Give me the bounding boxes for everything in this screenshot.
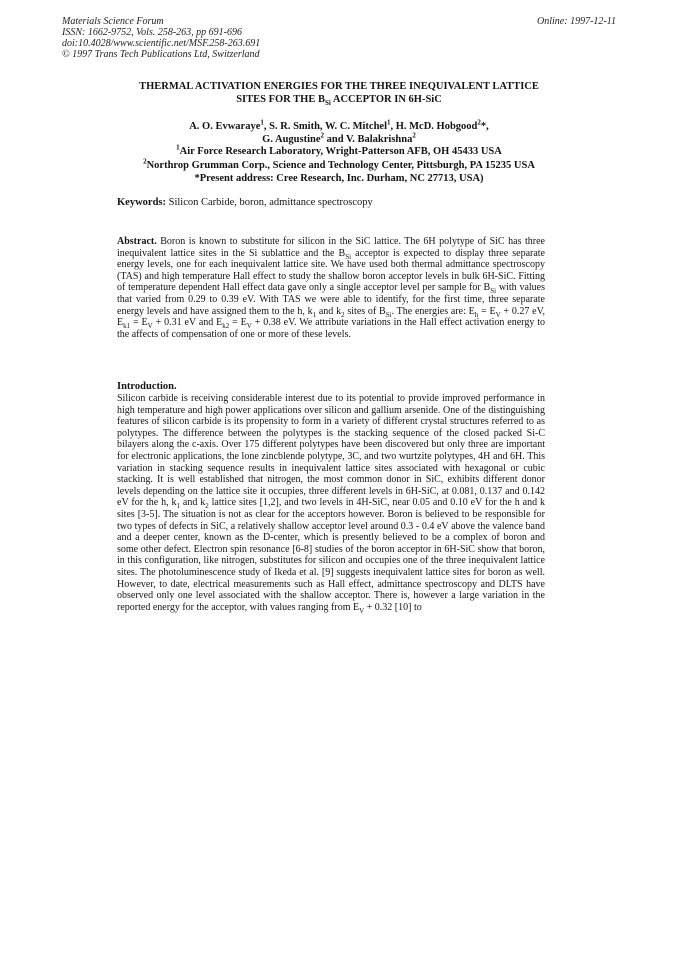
doi-line[interactable]: doi:10.4028/www.scientific.net/MSF.258-263.691	[62, 38, 261, 49]
title-line-2: SITES FOR THE $B_{Si}$ ACCEPTOR IN 6H-SiC	[236, 94, 442, 108]
author-list	[80, 120, 598, 146]
affiliations	[70, 145, 608, 186]
journal-name: Materials Science Forum	[62, 16, 164, 27]
abstract: Abstract. Boron is known to substitute for silicon in the SiC lattice. The 6H polytype of SiC has three inequivalent lattice sites in the Si sublattice and the $B_{Si}$ acceptor is expected to display three separate energy levels, one for each inequivalent lattice site. We have used both thermal admittance spectroscopy (TAS) and high temperature Hall effect to study the shallow boron acceptor levels in bulk 6H-SiC. Fitting of temperature dependent Hall effect data gave only a single acceptor level per sample for $B_{Si}$ with values that varied from 0.29 to 0.39 eV. With TAS we were able to identify, for the first time, three separate energy levels and have assigned them to the h, $k_1$ and $k_2$ sites of $B_{Si}$. The energies are: $E_h = E_V + 0.27$ eV, $E_{k1} = E_V + 0.31$ eV and $E_{k2} = E_V + 0.38$ eV. We attribute variations in the Hall effect activation energy to the affects of compensation of one or more of these levels.	[117, 236, 545, 340]
affiliation-1: $^1$Air Force Research Laboratory, Wright-Patterson AFB, OH 45433 USA	[176, 143, 502, 157]
introduction-body: Silicon carbide is receiving considerable interest due to its potential to provide improved performance in high temperature and high power applications over silicon and gallium arsenide. One of the distinguishing features of silicon carbide is its propensity to form in a variety of different crystal structures referred to as polytypes. The difference between the polytypes is the stacking sequence of the closed packed Si-C bilayers along the c-axis. Over 175 different polytypes have been discovered but only three are important for electronic applications, the lone zincblende polytype, 3C, and two wurtzite polytypes, 4H and 6H. This variation in stacking sequence results in inequivalent lattice sites associated with hexagonal or cubic stacking. It is well established that nitrogen, the most common donor in SiC, exhibits different donor levels depending on the lattice site it occupies, three different levels in 6H-SiC, at 0.081, 0.137 and 0.142 eV for the h, $k_1$ and $k_2$ lattice sites [1,2], and two levels in 4H-SiC, near 0.05 and 0.10 eV for the h and k sites [3-5]. The situation is not as clear for the acceptors however. Boron is believed to be responsible for two types of defects in SiC, a relatively shallow acceptor level around 0.3 - 0.4 eV above the valence band and a deeper center, known as the D-center, which is presently believed to be a complex of boron and some other defect. Electron spin resonance [6-8] studies of the boron acceptor in 6H-SiC show that boron, in this configuration, like nitrogen, substitutes for silicon and occupies one of the three inequivalent lattice sites. The photoluminescence study of Ikeda et al. [9] suggests inequivalent lattice sites for boron as well. However, to date, electrical measurements such as Hall effect, admittance spectroscopy and DLTS have observed only one level associated with the shallow acceptor. There is, however a large variation in the reported energy for the acceptor, with values ranging from $E_V + 0.32$ [10] to	[117, 393, 545, 615]
keywords-label: Keywords:	[117, 197, 166, 208]
affiliation-2: $^2$Northrop Grumman Corp., Science and Technology Center, Pittsburgh, PA 15235 USA	[143, 157, 535, 171]
present-address: *Present address: Cree Research, Inc. Durham, NC 27713, USA)	[194, 173, 484, 184]
abstract-label: Abstract.	[117, 236, 157, 247]
title-line-1: THERMAL ACTIVATION ENERGIES FOR THE THREE INEQUIVALENT LATTICE	[139, 81, 539, 92]
keywords	[117, 196, 373, 209]
author-line-2: G. Augustine$^2$ and V. Balakrishna$^2$	[262, 131, 416, 145]
journal-header	[62, 16, 260, 60]
copyright-line: © 1997 Trans Tech Publications Ltd, Switzerland	[62, 49, 260, 60]
issn-line: ISSN: 1662-9752, Vols. 258-263, pp 691-696	[62, 27, 242, 38]
keywords-text: Silicon Carbide, boron, admittance spectroscopy	[166, 197, 373, 208]
author-line-1: A. O. Evwaraye$^1$, S. R. Smith, W. C. Mitchel$^1$, H. McD. Hobgood$^2$*,	[189, 118, 489, 132]
paper-title	[100, 80, 578, 106]
online-date: Online: 1997-12-11	[537, 16, 616, 27]
introduction-heading: Introduction.	[117, 381, 177, 392]
